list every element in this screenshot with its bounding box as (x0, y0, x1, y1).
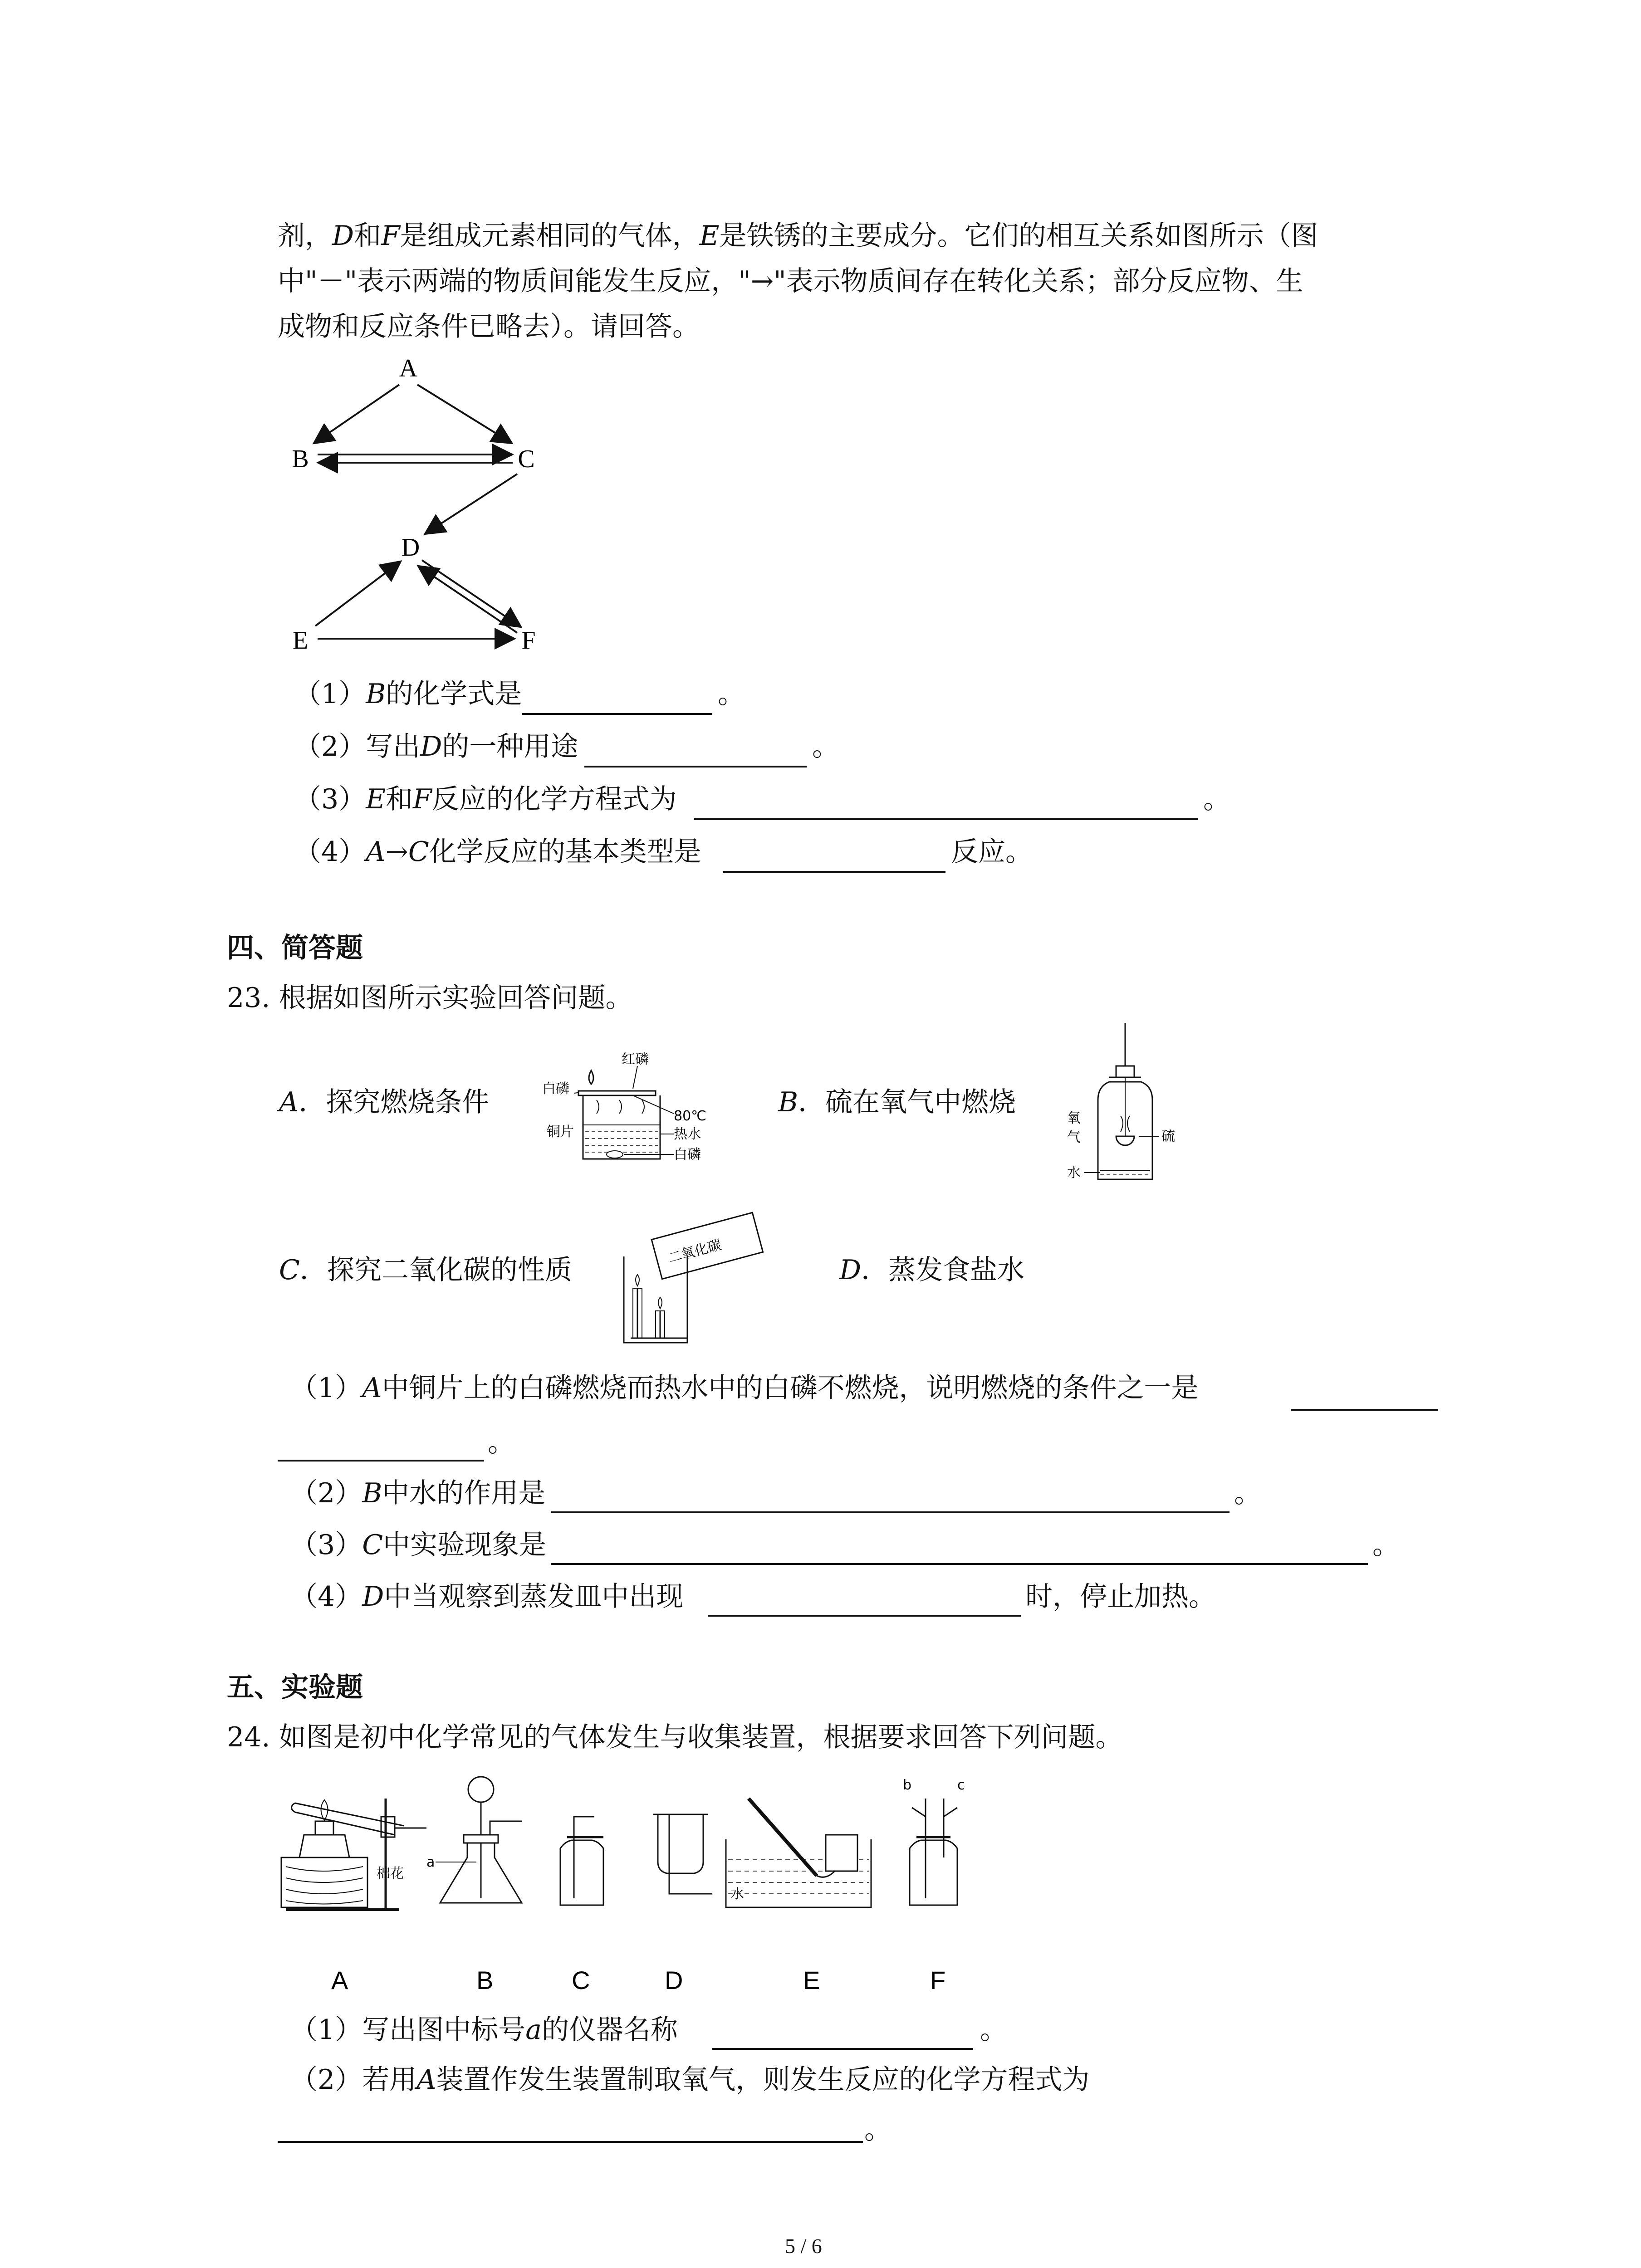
apparatus-e (726, 1799, 871, 1994)
svg-text:c: c (957, 1777, 965, 1793)
svg-text:白磷: 白磷 (674, 1147, 701, 1163)
q24-1-answer-blank[interactable] (712, 2048, 973, 2050)
q24-2-answer-blank[interactable] (278, 2141, 863, 2143)
exp-c-figure (610, 1207, 783, 1356)
exp-b-label: B．硫在氧气中燃烧 (778, 1086, 1016, 1118)
svg-text:C: C (572, 1966, 590, 1994)
apparatus-d (653, 1814, 712, 1994)
svg-text:80℃: 80℃ (674, 1108, 706, 1124)
node-c: C (518, 445, 535, 473)
section-4-title: 四、简答题 (227, 932, 363, 964)
node-a: A (399, 354, 418, 382)
apparatus-c (560, 1817, 603, 1994)
stopper (1116, 1066, 1134, 1077)
q23-2-answer-blank[interactable] (551, 1511, 1230, 1513)
funnel (468, 1777, 494, 1802)
q23-2: （2）B中水的作用是 (290, 1477, 546, 1509)
arrow-c-to-d (426, 474, 517, 533)
svg-text:B: B (476, 1966, 494, 1994)
section-5-title: 五、实验题 (227, 1672, 363, 1703)
svg-text:二氧化碳: 二氧化碳 (666, 1237, 723, 1266)
q23-4-answer-blank[interactable] (708, 1615, 1021, 1617)
svg-text:热水: 热水 (674, 1126, 701, 1142)
svg-text:棉花: 棉花 (377, 1866, 404, 1882)
svg-text:A: A (331, 1966, 348, 1994)
intro-line-2: 中"－"表示两端的物质间能发生反应，"→"表示物质间存在转化关系；部分反应物、生 (278, 265, 1303, 297)
q22-1: （1）B的化学式是 (294, 678, 522, 710)
q22-2-answer-blank[interactable] (584, 766, 807, 767)
apparatus-f (903, 1777, 965, 1994)
exp-c-label: C．探究二氧化碳的性质 (279, 1254, 572, 1286)
q23-3-answer-blank[interactable] (551, 1563, 1368, 1565)
page-number: 5 / 6 (785, 2234, 822, 2258)
arrow-e-to-d (315, 562, 399, 626)
svg-text:a: a (426, 1854, 435, 1870)
q22-3: （3）E和F反应的化学方程式为 (294, 783, 677, 815)
svg-text:硫: 硫 (1161, 1129, 1175, 1144)
gas-bottle-d (658, 1814, 703, 1873)
svg-text:水: 水 (1067, 1165, 1081, 1181)
svg-text:E: E (803, 1966, 820, 1994)
svg-text:F: F (930, 1966, 946, 1994)
svg-text:b: b (903, 1777, 912, 1793)
q24-stem: 24. 如图是初中化学常见的气体发生与收集装置，根据要求回答下列问题。 (227, 1721, 1123, 1753)
gas-bottle-f (910, 1840, 957, 1905)
q22-3-answer-blank[interactable] (694, 818, 1198, 820)
intro-line-1: 剂，D和F是组成元素相同的气体，E是铁锈的主要成分。它们的相互关系如图所示（图 (278, 220, 1318, 252)
apparatus-figure (277, 1771, 985, 1994)
arrow-a-to-c (417, 385, 510, 442)
combustion-spoon (1116, 1136, 1134, 1145)
q24-1: （1）写出图中标号a的仪器名称 (290, 2014, 678, 2046)
svg-text:红磷: 红磷 (622, 1051, 649, 1067)
svg-text:白磷: 白磷 (542, 1081, 569, 1097)
arrow-a-to-b (315, 385, 399, 442)
q23-3: （3）C中实验现象是 (290, 1529, 547, 1561)
q23-stem: 23. 根据如图所示实验回答问题。 (227, 982, 633, 1014)
q23-1-answer-blank-a[interactable] (1291, 1409, 1438, 1411)
exp-a-label: A．探究燃烧条件 (279, 1086, 490, 1118)
q23-1: （1）A中铜片上的白磷燃烧而热水中的白磷不燃烧，说明燃烧的条件之一是 (290, 1372, 1199, 1404)
svg-text:铜片: 铜片 (547, 1124, 574, 1140)
flame-icon (589, 1070, 593, 1084)
relationship-diagram (272, 354, 567, 671)
node-b: B (292, 445, 309, 473)
exp-d-label: D．蒸发食盐水 (839, 1254, 1025, 1286)
node-e: E (292, 626, 309, 655)
apparatus-b (426, 1777, 522, 1994)
gas-bottle-c (560, 1840, 603, 1905)
svg-text:气: 气 (1067, 1129, 1081, 1145)
q22-4: （4）A→C化学反应的基本类型是 (294, 836, 701, 868)
svg-text:水: 水 (730, 1886, 744, 1902)
q24-2: （2）若用A装置作发生装置制取氧气，则发生反应的化学方程式为 (290, 2064, 1090, 2096)
node-d: D (401, 533, 420, 562)
arrow-f-to-d (420, 567, 517, 633)
q23-1-answer-blank-b[interactable] (278, 1460, 484, 1461)
q22-2: （2）写出D的一种用途 (294, 731, 578, 763)
q22-1-answer-blank[interactable] (522, 713, 712, 715)
node-f: F (521, 626, 536, 655)
exp-a-figure (542, 1046, 724, 1173)
q23-4: （4）D中当观察到蒸发皿中出现 (290, 1581, 684, 1613)
arrow-d-to-f (422, 560, 519, 626)
apparatus-a (281, 1799, 426, 1994)
intro-line-3: 成物和反应条件已略去）。请回答。 (278, 311, 700, 342)
exp-b-figure (1066, 1023, 1216, 1191)
svg-text:氧: 氧 (1067, 1110, 1081, 1126)
copper-plate (578, 1091, 656, 1095)
svg-text:D: D (665, 1966, 683, 1994)
q22-4-answer-blank[interactable] (723, 871, 945, 873)
